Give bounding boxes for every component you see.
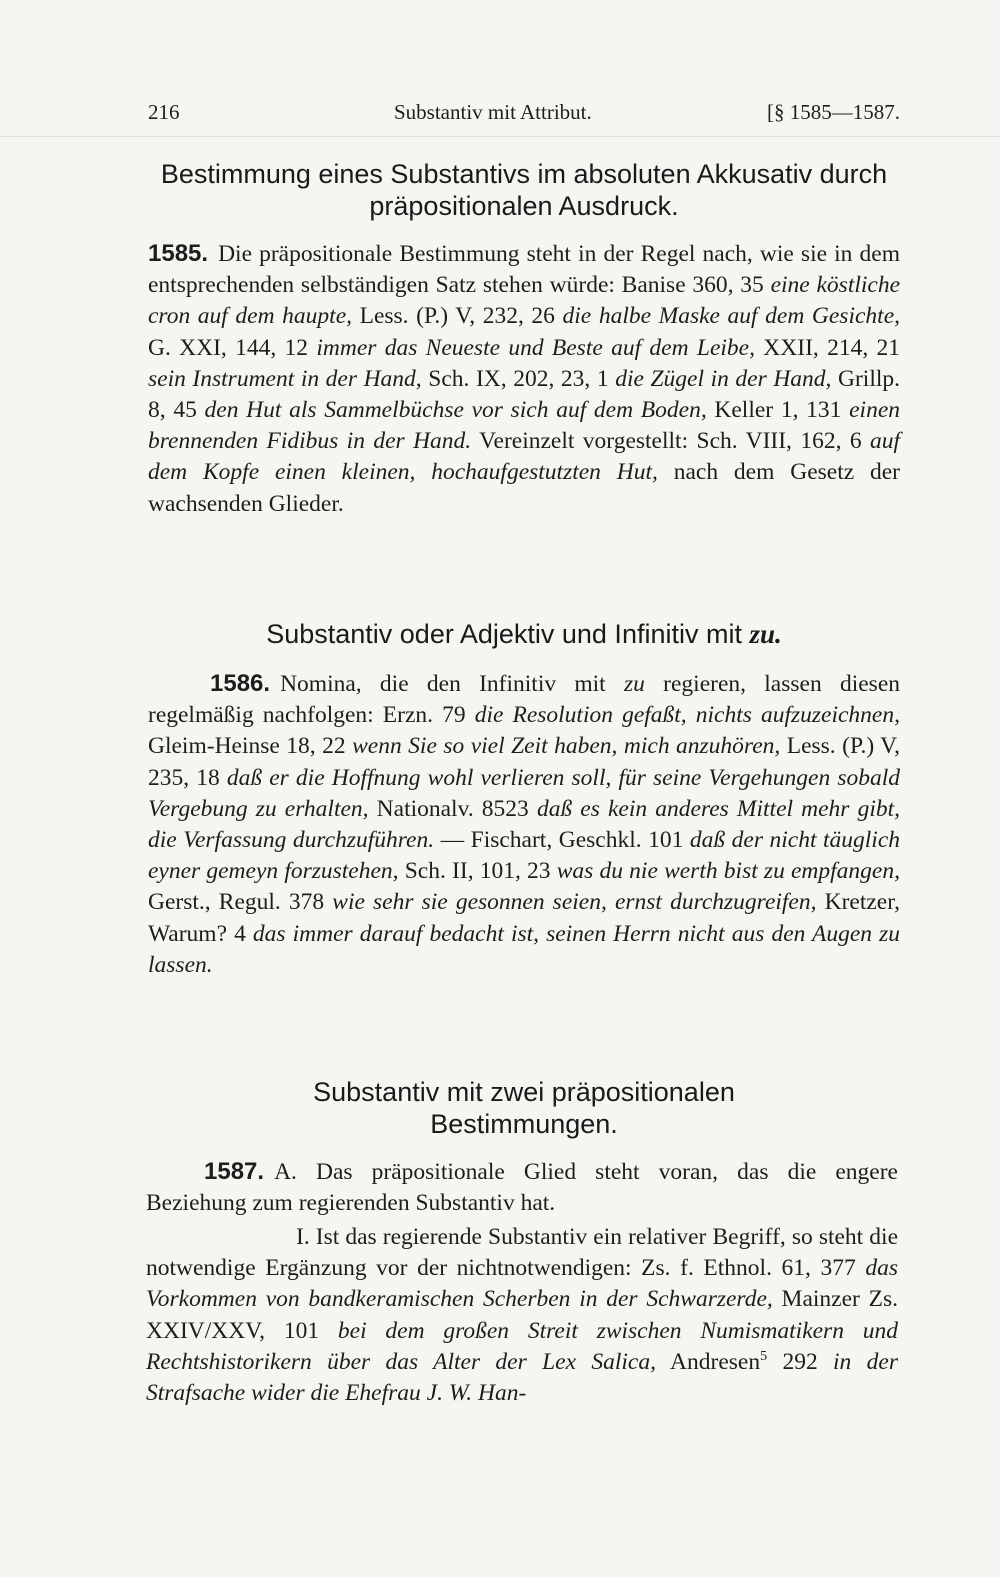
heading-text: Substantiv oder Adjektiv und Infinitiv mit <box>266 619 742 649</box>
text-run: Less. (P.) V, 232, 26 <box>359 303 555 330</box>
text-run: Nomina, die den Infinitiv mit <box>280 671 606 697</box>
text-run: XXII, 214, 21 <box>763 334 901 361</box>
section-range: [§ 1585—1587. <box>767 100 900 124</box>
citation-italic: wenn Sie so viel Zeit haben, mich anzuhören, <box>352 733 781 760</box>
text-run: Nationalv. 8523 <box>376 795 529 822</box>
text-run: Vereinzelt vorgestellt: Sch. VIII, 162, 6 <box>479 428 862 455</box>
citation-italic: bei dem großen Streit zwischen Numismatikern und Rechtshistorikern über das Alter der Lex Salica, <box>146 1317 898 1375</box>
paragraph-number: 1585. <box>148 240 209 267</box>
running-header <box>148 100 900 132</box>
citation-italic: immer das Neueste und Beste auf dem Leibe, <box>316 334 755 361</box>
text-run: — Fischart, Geschkl. 101 <box>440 827 684 854</box>
citation-italic: in der Strafsache wider die Ehefrau J. W. Han- <box>146 1348 898 1407</box>
citation-italic: eine köstliche cron auf dem haupte, <box>148 272 901 330</box>
header-rule <box>0 136 1000 137</box>
paragraph-1586 <box>148 668 900 981</box>
text-run: Less. (P.) V, 235, 18 <box>148 733 900 791</box>
text-run: nach dem Gesetz der wachsenden Glieder. <box>148 459 900 517</box>
text-run: A. Das präpositionale Glied steht voran, das die engere Beziehung zum regierenden Substantiv hat. <box>146 1159 898 1217</box>
paragraph-number: 1587. <box>204 1158 265 1185</box>
text-run: Kretzer, Warum? 4 <box>148 889 901 947</box>
text-run: Gleim-Heinse 18, 22 <box>148 733 346 760</box>
section-heading-1: Bestimmung eines Substantivs im absoluten Akkusativ durch präpositionalen Ausdruck. <box>160 159 888 221</box>
text-run: Keller 1, 131 <box>714 397 842 424</box>
text-run: Die präpositionale Bestimmung steht in der Regel nach, wie sie in dem entsprechenden selbständigen Satz stehen würde: Banise 360, 35 <box>148 241 900 299</box>
text-run: Sch. IX, 202, 23, 1 <box>428 365 609 392</box>
text-run: Mainzer Zs. XXIV/XXV, 101 <box>146 1286 898 1344</box>
citation-italic: den Hut als Sammelbüchse vor sich auf dem Boden, <box>204 397 707 424</box>
citation-italic: was du nie werth bist zu empfangen, <box>556 858 900 885</box>
text-run: Andresen <box>670 1348 761 1375</box>
text-run: Gerst., Regul. 378 <box>148 889 325 916</box>
paragraph-1587-I <box>146 1222 898 1409</box>
paragraph-1587 <box>146 1156 898 1219</box>
section-heading-3: Substantiv mit zwei präpositionalen Bestimmungen. <box>313 1077 735 1139</box>
page-number: 216 <box>148 100 180 124</box>
citation-italic: das Vorkommen von bandkeramischen Scherben in der Schwarzerde, <box>146 1255 899 1313</box>
citation-italic: einen brennenden Fidibus in der Hand. <box>148 397 900 455</box>
section-heading-2 <box>148 618 900 650</box>
citation-italic: die Zügel in der Hand, <box>615 365 832 392</box>
citation-italic: daß der nicht täuglich eyner gemeyn forzustehen, <box>148 827 901 885</box>
edition-superscript: 5 <box>760 1348 768 1364</box>
text-run: G. XXI, 144, 12 <box>148 334 309 361</box>
text-run: I. Ist das regierende Substantiv ein relativer Begriff, so steht die notwendige Ergänzung vor der nichtnotwendigen: Zs. f. Ethnol. 61, 377 <box>146 1224 898 1282</box>
text-run: Grillp. 8, 45 <box>148 365 901 424</box>
citation-italic: daß es kein anderes Mittel mehr gibt, die Verfassung durchzuführen. <box>148 795 901 854</box>
citation-italic: wie sehr sie gesonnen seien, ernst durchzugreifen, <box>332 889 817 916</box>
paragraph-number: 1586. <box>210 670 271 697</box>
citation-italic: die Resolution gefaßt, nichts aufzuzeichnen, <box>474 702 900 729</box>
paragraph-1585 <box>148 238 900 520</box>
citation-italic: das immer darauf bedacht ist, seinen Herrn nicht aus den Augen zu lassen. <box>148 920 901 978</box>
citation-italic: zu <box>623 671 645 697</box>
running-title: Substantiv mit Attribut. <box>394 100 592 124</box>
citation-italic: auf dem Kopfe einen kleinen, hochaufgestutzten Hut, <box>148 428 901 486</box>
text-run: regieren, lassen diesen regelmäßig nachfolgen: Erzn. 79 <box>148 671 900 729</box>
citation-italic: daß er die Hoffnung wohl verlieren soll, für seine Vergehungen sobald Vergebung zu erhalten, <box>148 764 901 822</box>
heading-italic: zu. <box>749 619 782 649</box>
text-run: 292 <box>782 1348 818 1375</box>
text-run: Sch. II, 101, 23 <box>404 858 551 885</box>
citation-italic: die halbe Maske auf dem Gesichte, <box>562 303 900 330</box>
citation-italic: sein Instrument in der Hand, <box>148 365 422 392</box>
